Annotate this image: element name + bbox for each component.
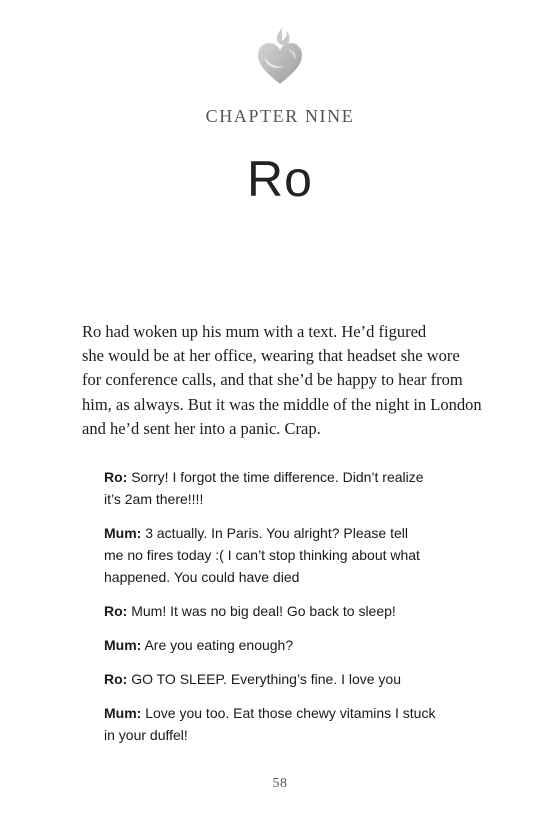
message-text: GO TO SLEEP. Everything’s fine. I love you	[131, 671, 401, 687]
message-speaker: Mum:	[104, 525, 142, 541]
message-speaker: Ro:	[104, 603, 128, 619]
message-text: me no fires today :( I can’t stop thinking about what	[104, 547, 420, 563]
narrative-line: for conference calls, and that she’d be happy to hear from	[82, 370, 463, 390]
message-text: Love you too. Eat those chewy vitamins I stuck	[145, 705, 436, 721]
message-text: happened. You could have died	[104, 569, 300, 585]
text-message	[104, 702, 464, 746]
message-text: in your duffel!	[104, 727, 188, 743]
text-message-list	[104, 466, 464, 746]
text-message	[104, 634, 464, 656]
message-text: it’s 2am there!!!!	[104, 491, 204, 507]
message-text: Are you eating enough?	[144, 637, 294, 653]
text-message	[104, 668, 464, 690]
message-text: Sorry! I forgot the time difference. Didn’t realize	[131, 469, 424, 485]
message-speaker: Ro:	[104, 671, 128, 687]
chapter-title: Ro	[247, 151, 313, 207]
narrative-line: him, as always. But it was the middle of the night in London	[82, 394, 482, 414]
message-text: 3 actually. In Paris. You alright? Please tell	[145, 525, 409, 541]
message-speaker: Ro:	[104, 469, 128, 485]
message-speaker: Mum:	[104, 705, 142, 721]
page-number: 58	[272, 776, 288, 791]
narrative-line: Ro had woken up his mum with a text. He’d figured	[82, 322, 427, 341]
chapter-label: CHAPTER NINE	[205, 106, 355, 126]
narrative-line: and he’d sent her into a panic. Crap.	[82, 418, 321, 438]
message-speaker: Mum:	[104, 637, 142, 653]
text-message	[104, 466, 464, 510]
text-message	[104, 600, 464, 622]
message-text: Mum! It was no big deal! Go back to sleep!	[131, 603, 396, 619]
heart-flame-icon	[250, 22, 310, 88]
narrative-line: she would be at her office, wearing that headset she wore	[82, 346, 460, 366]
text-message	[104, 522, 464, 588]
narrative-paragraph	[82, 320, 482, 441]
